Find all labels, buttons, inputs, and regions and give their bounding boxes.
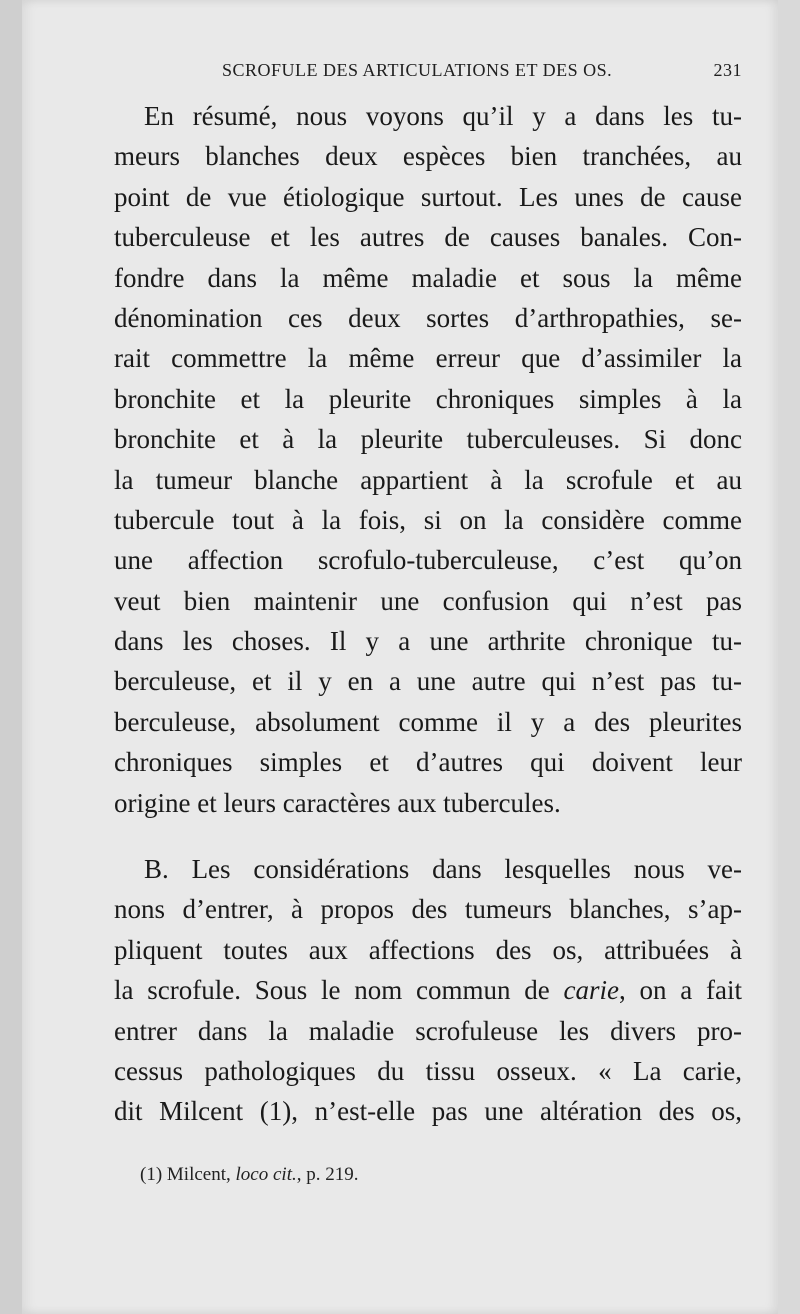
text-line: berculeuse, et il y en a une autre qui n’est pas tu- — [114, 666, 742, 697]
italic-term: carie — [563, 975, 619, 1006]
text-line: meurs blanches deux espèces bien tranchées, au — [114, 141, 742, 172]
text-line: point de vue étiologique surtout. Les unes de cause — [114, 181, 742, 212]
paragraph-1 — [114, 96, 742, 823]
text-line: fondre dans la même maladie et sous la même — [114, 262, 742, 293]
footnote-rest: , p. 219. — [296, 1164, 359, 1185]
footnote-italic: loco cit. — [235, 1164, 297, 1185]
text-line: tuberculeuse et les autres de causes banales. Con- — [114, 222, 742, 253]
text-line: origine et leurs caractères aux tubercules. — [114, 787, 561, 818]
text-line: une affection scrofulo-tuberculeuse, c’est qu’on — [114, 545, 742, 576]
text-line: bronchite et à la pleurite tuberculeuses. Si donc — [114, 424, 742, 455]
paragraph-2 — [114, 849, 742, 1132]
footnote-marker: (1) Milcent, — [140, 1164, 236, 1185]
text-line: dit Milcent (1), n’est-elle pas une altération des os, — [114, 1096, 742, 1127]
running-head — [222, 60, 742, 90]
book-page — [22, 0, 780, 1314]
text-line: En résumé, nous voyons qu’il y a dans les tu- — [144, 101, 742, 131]
text-line: dans les choses. Il y a une arthrite chronique tu- — [114, 626, 742, 657]
text-line: bronchite et la pleurite chroniques simples à la — [114, 383, 742, 414]
text-line: tubercule tout à la fois, si on la considère comme — [114, 504, 742, 535]
text-line: rait commettre la même erreur que d’assimiler la — [114, 343, 742, 374]
text-segment: la scrofule. Sous le nom commun de — [114, 975, 564, 1006]
page-edge — [778, 0, 800, 1314]
text-line: pliquent toutes aux affections des os, attribuées à — [114, 934, 742, 965]
text-line: veut bien maintenir une confusion qui n’est pas — [114, 585, 742, 616]
text-line: cessus pathologiques du tissu osseux. « La carie, — [114, 1055, 742, 1086]
text-line-with-italic — [114, 970, 742, 1010]
footnote — [140, 1164, 358, 1186]
text-line: nons d’entrer, à propos des tumeurs blanches, s’ap- — [114, 894, 742, 925]
text-line: la tumeur blanche appartient à la scrofule et au — [114, 464, 742, 495]
page-number: 231 — [713, 60, 742, 80]
body-text — [114, 96, 742, 1132]
text-line: dénomination ces deux sortes d’arthropathies, se- — [114, 302, 742, 333]
text-line: chroniques simples et d’autres qui doivent leur — [114, 747, 742, 778]
text-segment: , on a fait — [619, 975, 742, 1006]
text-line: entrer dans la maladie scrofuleuse les divers pro- — [114, 1015, 742, 1046]
running-title: SCROFULE DES ARTICULATIONS ET DES OS. — [222, 60, 613, 80]
text-line: B. Les considérations dans lesquelles nous ve- — [144, 854, 742, 885]
text-line: berculeuse, absolument comme il y a des pleurites — [114, 706, 742, 737]
